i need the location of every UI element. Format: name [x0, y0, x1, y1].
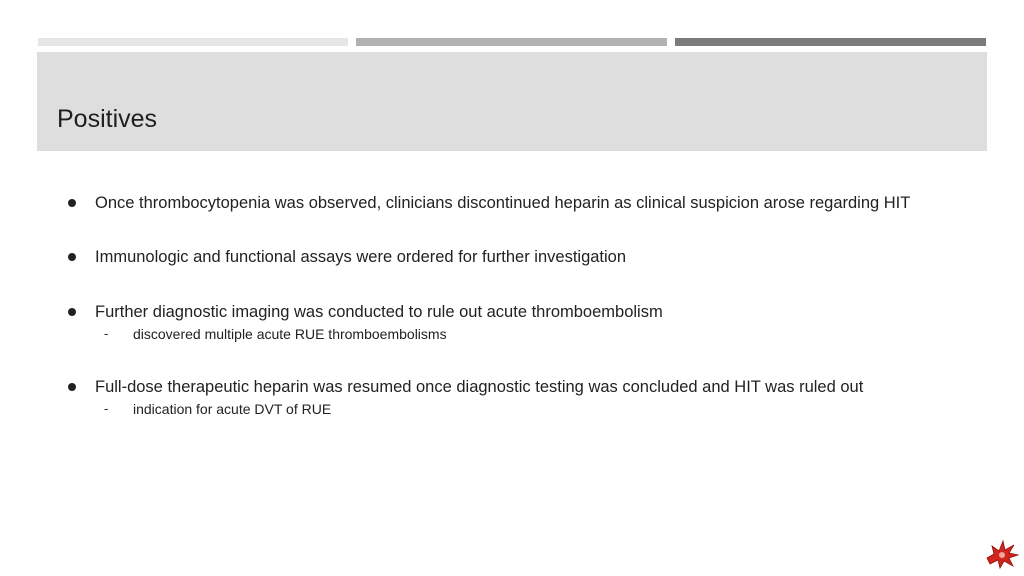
sub-bullet-marker: -	[104, 326, 109, 341]
red-splash-logo-icon	[984, 538, 1020, 570]
title-band	[37, 52, 987, 151]
header-accent-bars	[38, 38, 986, 46]
bullet-dot-icon	[68, 253, 76, 261]
bullet-dot-icon	[68, 199, 76, 207]
bullet-dot-icon	[68, 383, 76, 391]
sub-bullet-text: indication for acute DVT of RUE	[133, 401, 332, 417]
bullet-text: Full-dose therapeutic heparin was resumed once diagnostic testing was concluded and HIT was ruled out	[95, 378, 864, 396]
slide-title: Positives	[57, 105, 158, 133]
bullet-text: Further diagnostic imaging was conducted to rule out acute thromboembolism	[95, 303, 663, 321]
accent-bar-mid	[356, 38, 667, 46]
bullet-text: Once thrombocytopenia was observed, clinicians discontinued heparin as clinical suspicion arose regarding HIT	[95, 194, 911, 212]
sub-bullet-marker: -	[104, 401, 109, 416]
bullet-text: Immunologic and functional assays were ordered for further investigation	[95, 248, 627, 266]
sub-bullet-text: discovered multiple acute RUE thromboembolisms	[133, 326, 447, 342]
accent-bar-dark	[675, 38, 986, 46]
bullet-dot-icon	[68, 308, 76, 316]
accent-bar-light	[38, 38, 348, 46]
